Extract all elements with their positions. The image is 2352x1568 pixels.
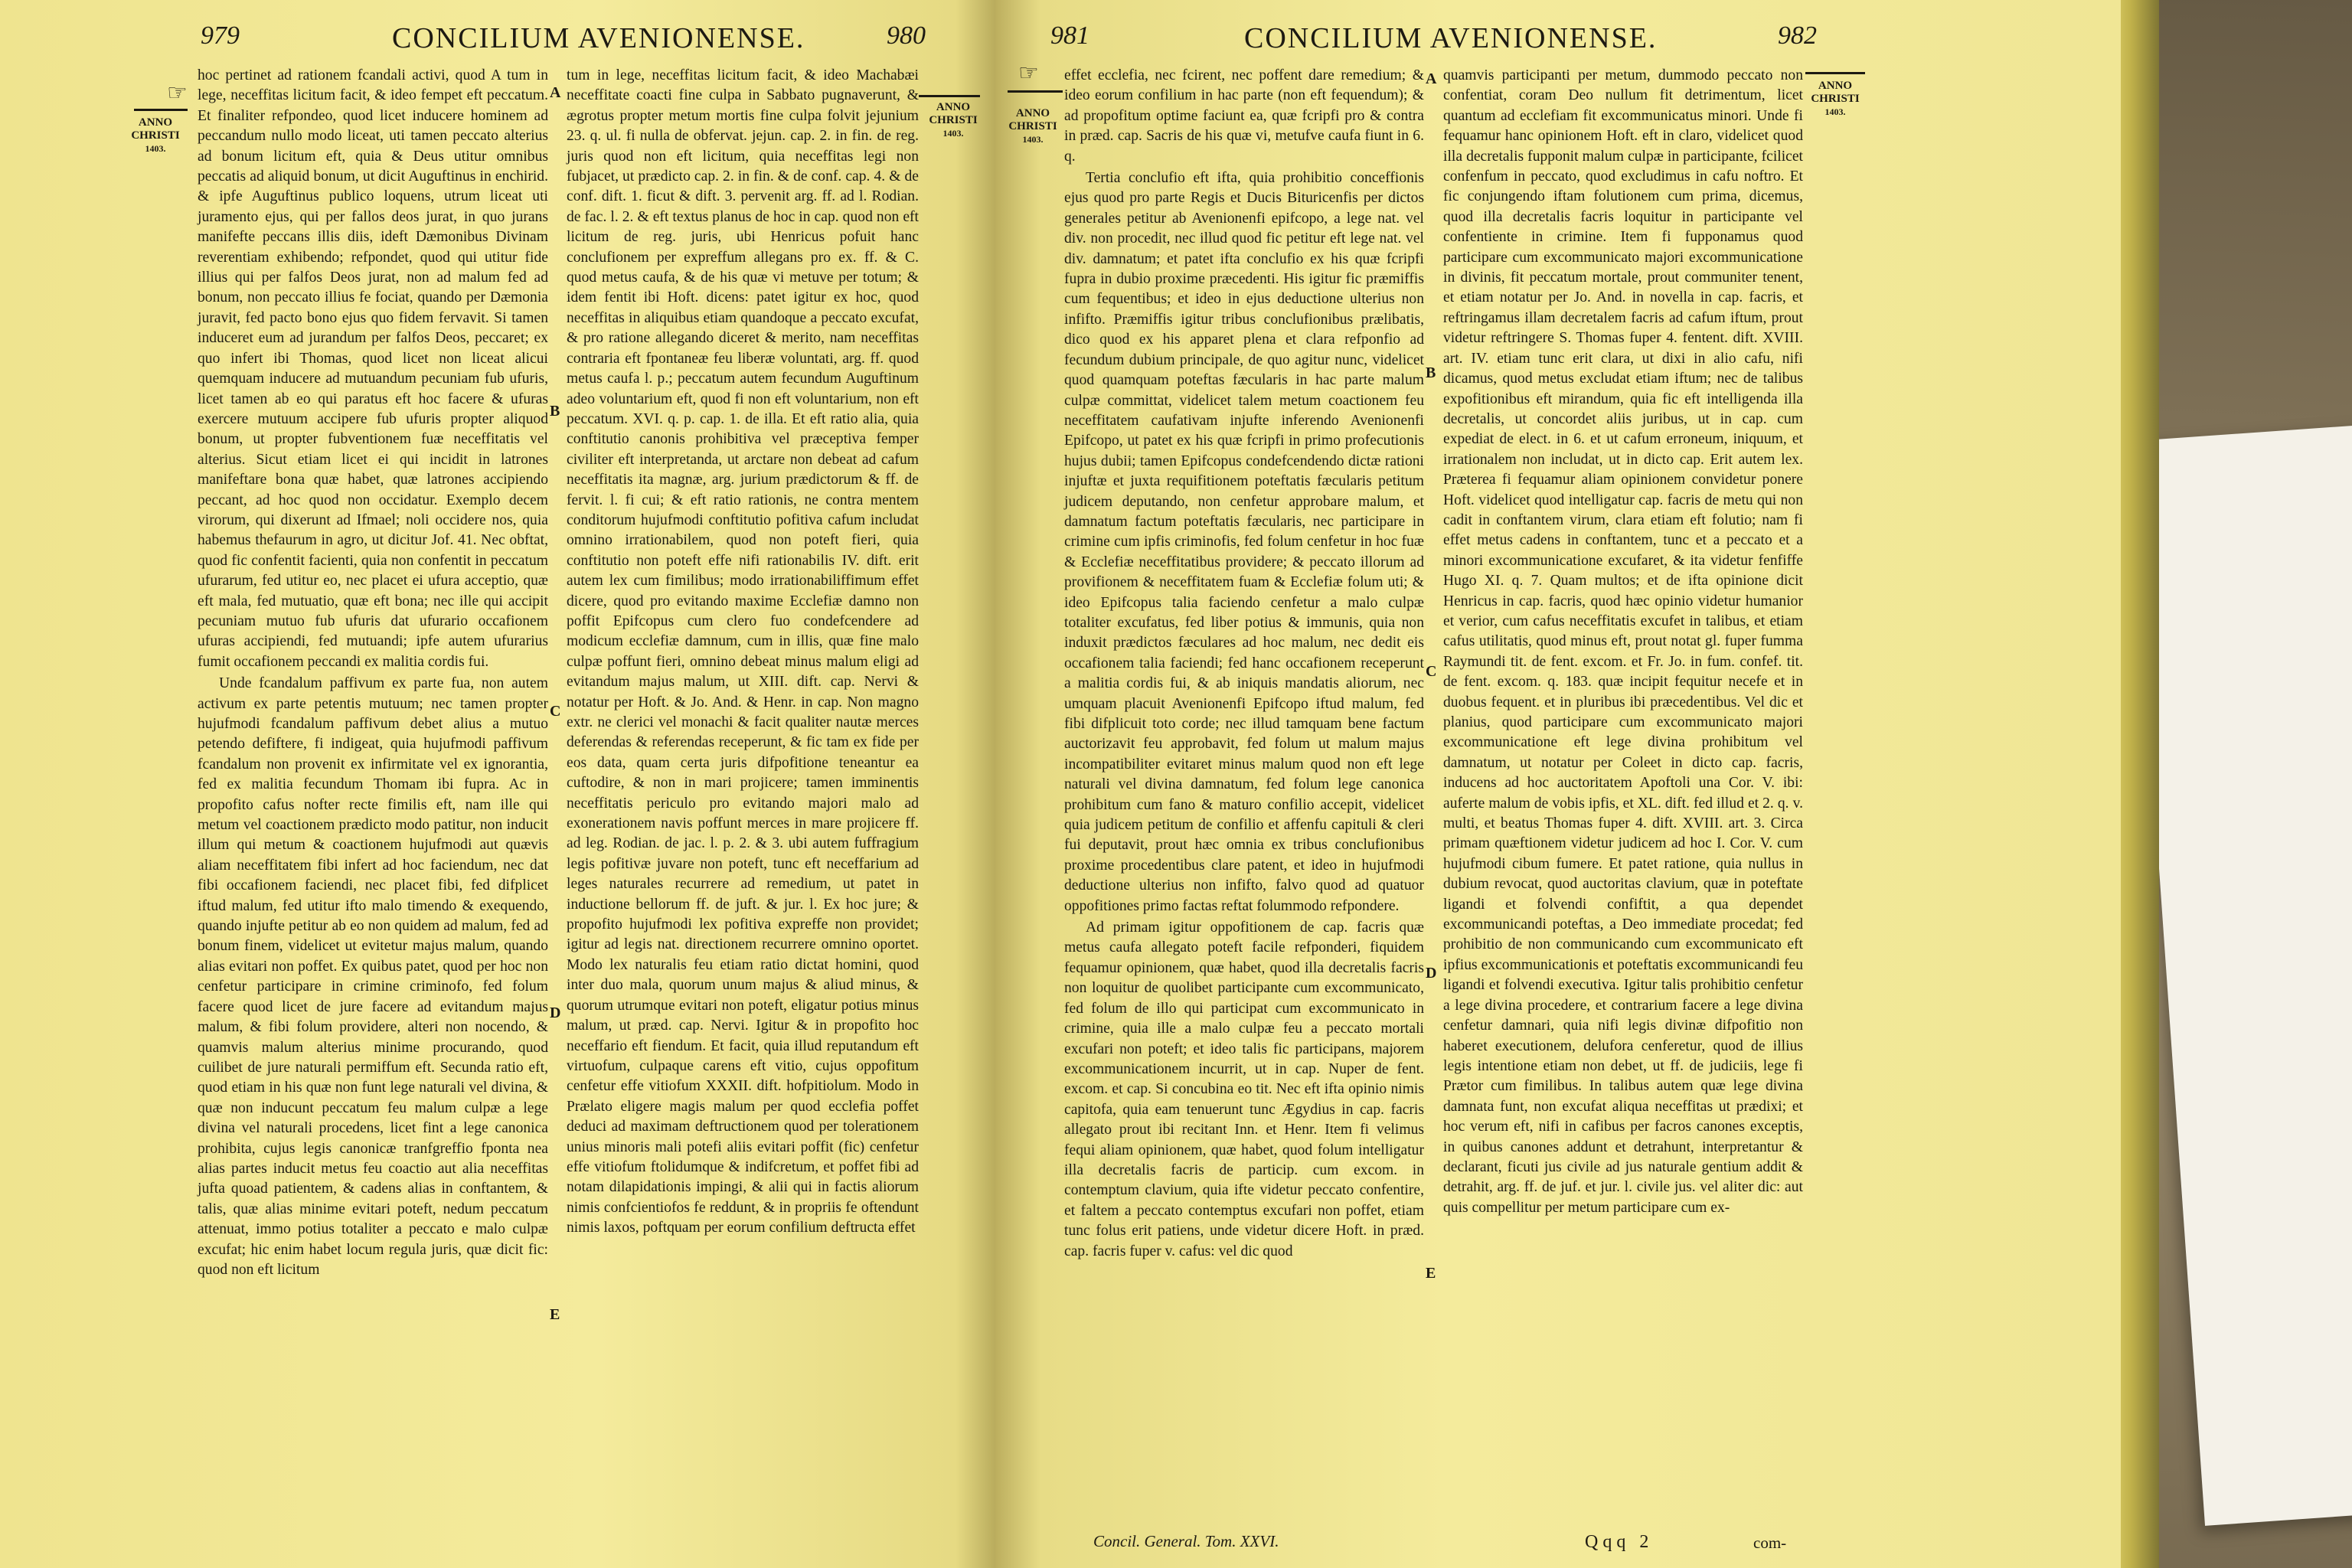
anno-label: ANNO bbox=[1818, 80, 1853, 92]
section-letter-e: E bbox=[1426, 1265, 1436, 1282]
signature-mark: Qqq 2 bbox=[1585, 1532, 1654, 1552]
section-letter-a: A bbox=[1426, 70, 1437, 87]
page-number-979: 979 bbox=[201, 21, 240, 50]
page-number-980: 980 bbox=[887, 21, 926, 50]
margin-anno-christi bbox=[129, 116, 182, 155]
manicule-icon: ☞ bbox=[167, 80, 188, 106]
paragraph: Unde fcandalum paffivum ex parte fua, non autem activum ex parte petentis mutuum; nec tamen propter hujufmodi fcandalum paffivum debet alius a mutuo petendo defiftere, fi indigeat, quia hujufmodi paffivum fcandalum non provenit ex infirmitate vel ex ignorantia, fed ex malitia fecundum Thomam ibi fupra. Ac in propofito cafus nofter recte fimilis eft, nam ille qui metum vel coactionem prædicto modo patitur, non inducit illum qui metum & coactionem hujufmodi aut quævis aliam neceffitatem fibi infert ad hoc faciendum, nec dat fibi occafionem faciendi, nec placet fibi, fed difplicet iftud malum, fed utitur ifto malo timendo & exequendo, quando injufte petitur ab eo non quidem ad malum, fed ad bonum finem, videlicet ut evitetur majus malum, quando alias evitari non poffet. Ex quibus patet, quod per hoc non cenfetur participare in crimine criminofo, fed folum facere quod licet de jure facere ad evitandum majus malum, & fibi folum providere, alteri non nocendo, & quamvis malum alterius minime procurando, quod cuilibet de jure naturali permiffum eft. Secunda ratio eft, quod etiam in his quæ non funt lege naturali vel divina, & quæ non inducunt peccatum feu malum culpæ a lege divina vel naturali procedens, licet fint a lege canonica prohibita, cujus legis canonicæ tranfgreffio fponta nea alias partes inducit metus feu coactio aut alia neceffitas jufta quoad patientem, & cadens alias in conftantem, & talis, quæ alias minime evitari poteft, nedum peccatum attenuat, immo potius totaliter a peccato e malo culpæ excufat; hic enim habet locum regula juris, quæ dicit fic: quod non eft licitum bbox=[198, 675, 548, 1278]
running-title: CONCILIUM AVENIONENSE. bbox=[1244, 22, 1658, 54]
left-page-column-2 bbox=[567, 66, 919, 1513]
page-number-982: 982 bbox=[1778, 21, 1817, 50]
margin-rule bbox=[1008, 90, 1063, 93]
paragraph: hoc pertinet ad rationem fcandali activi, quod A tum in lege, neceffitas licitum facit, & ideo fempet eft peccatum. Et finaliter refpondeo, quod licet inducere hominem ad peccandum nullo modo liceat, uti tamen peccato alterius ad bonum licitum eft, quia & Deus utitur omnibus peccatis ad aliquid bonum, ut dicit Auguftinus in enchirid. & ipfe Auguftinus publico loquens, utrum liceat uti juramento ejus, qui per fallos deos jurat, in quo jurans manifefte peccans illis diis, ideft Dæmonibus Divinam reverentiam exhibendo; refpondet, quod qui utitur fide illius qui per falfos Deos jurat, non ad malum fed ad bonum, non peccato illius fe fociat, quando per Dæmonia juravit, fed pacto bono ejus quo fidem fervavit. Si tamen induceret eum ad jurandum per falfos Deos, peccaret; ex quo infert ibi Thomas, quod licet non liceat alicui quemquam inducere ad mutuandum pecuniam fub ufuris, licet tamen ab eo qui paratus eft hoc facere & ufuras exercere mutuum accipere fub ufuris propter aliquod bonum, ut propter fubventionem fuæ neceffitatis vel alterius. Sicut etiam licet ei qui incidit in latrones manifeftare bona quæ habet, quæ latrones accipiendo peccant, ad hoc quod non occidatur. Exemplo decem virorum, qui dixerunt ad Ifmael; noli occidere nos, quia habemus thefaurum in agro, ut dicitur Jof. 41. Nec obftat, quod fic confentit facienti, quia non confentit in peccatum ufurarum, fed utitur eo, nec placet ei ufura acceptio, quæ eft mala, fed mutuatio, quæ eft bona; nec ille qui accipit pecuniam mutuo fub ufuris dat ufurario occafionem ufuras accipiendi, fed mutuandi; ipfe autem ufurarius fumit occafionem peccandi ex malitia cordis fui. bbox=[198, 67, 548, 670]
page-number-981: 981 bbox=[1050, 21, 1089, 50]
section-letter-c: C bbox=[1426, 663, 1437, 680]
anno-label: ANNO bbox=[936, 101, 971, 113]
anno-year: 1403. bbox=[1022, 134, 1044, 145]
paragraph: Tertia conclufio eft ifta, quia prohibitio conceffionis ejus quod pro parte Regis et Ducis Bituricenfis per dictos generales petitur ab Avenionenfi epifcopo, a lege nat. vel div. non procedit, nec illud quod fic petitur eft lege nat. vel div. damnatum; et patet ifta conclufio ex his quæ fcripfi fupra in dubio proxime præcedenti. His igitur fic præmiffis cum fequentibus; et ideo in ejus deductione ulterius non infifto. Præmiffis igitur tribus conclufionibus prælibatis, dico quod ex his apparet plena et clara refponfio ad fecundum dubium principale, de quo agitur nunc, videlicet quod quamquam poteftas fæcularis in hac parte malum culpæ committat, videlicet talem metum coactionem feu neceffitatem caufativam injufte inferendo Avenionenfi Epifcopo, ut patet ex his quæ fcripfi in primo profecutionis hujus dubii; tamen Epifcopus condefcendendo dictæ rationi injuftæ et juxta requifitionem poteftatis fæcularis petitum judicem deputando, non cenfetur approbare malum, et damnatum factum poteftatis fæcularis, nec participare in crimine cum ipfis criminofis, fed folum cenfetur in hoc fuæ & Ecclefiæ neceffitatibus providere; & peccato illorum ad provifionem & neceffitatem fuam & Ecclefiæ folum uti; & ideo Epifcopus talia faciendo cenfetur a malo culpæ totaliter excufatus, fed liber potius & immunis, quia non induxit prædictos fæculares ad hoc malum, nec dedit eis occafionem talia faciendi; fed hanc occafionem receperunt a malitia cordis fui, & ab iniquis mandatis aliorum, nec umquam placuit Avenionenfi Epifcopo iftud malum, fed fibi difplicuit toto corde; nec illud tamquam bene factum auctorizavit feu approbavit, fed folum ut malum majus incompatibiliter evitaret minus malum quod non eft lege naturali vel divina damnatum, fed folum lege canonica prohibitum cum fano & maturo confilio accepit, videlicet quia judicem petitum de confilio et affenfu capituli & cleri fui deputavit, prout hæc omnia ex tribus conclufionibus proxime procedentibus clare patent, et ideo in hujufmodi deductione ulterius non infifto, falvo quod ad quatuor oppofitiones primo factas reftat folummodo refpondere. bbox=[1064, 170, 1424, 914]
margin-rule bbox=[1805, 72, 1865, 74]
margin-anno-christi bbox=[1006, 107, 1060, 146]
paragraph: effet ecclefia, nec fcirent, nec poffent dare remedium; & ideo eorum confilium in hac parte (non eft fequendum); & ad propofitum optime faciunt ea, quæ fcripfi pro & contra in præd. cap. Sacris de his quæ vi, metufve caufa fiunt in 6. q. bbox=[1064, 67, 1424, 165]
paragraph: tum in lege, neceffitas licitum facit, & ideo Machabæi neceffitate coacti fine culpa in Sabbato pugnaverunt, & ægrotus propter metum mortis fine culpa folvit jejunium 23. q. ul. fi nulla de obfervat. jejun. cap. 2. in fin. de reg. juris quod non eft licitum, quia neceffitas legi non fubjacet, ut prædicto cap. 2. in fin. & de conf. cap. 4. & de conf. dift. 1. ficut & dift. 3. pervenit arg. ff. ad l. Rodian. de fac. l. 2. & eft textus planus de hoc in cap. quod non eft licitum de reg. juris, ubi Henricus pofuit hanc conclufionem per expreffum allegans pro ex. ff. & C. quod metus caufa, & de his quæ vi metuve per totum; & idem fentit ibi Hoft. dicens: patet igitur ex hoc, quod neceffitas in aliquibus etiam quandoque a peccato excufat, & pro ratione allegando diceret & merito, nam neceffitas contraria eft fpontaneæ feu liberæ voluntati, arg. ff. quod metus caufa l. p.; peccatum autem fecundum Auguftinum adeo voluntarium eft, quod fi non eft voluntarium, non eft peccatum. XVI. q. p. cap. 1. de illa. Et eft ratio alia, quia conftitutio canonis prohibitiva vel præceptiva femper civiliter eft interpretanda, ut arctare non debeat ad cafum neceffitatis ita magnæ, arg. jurium prædictorum & ff. de fervit. l. fi cui; & eft ratio rationis, ne contra mentem conditorum hujufmodi conftitutio pofitiva cafum includat omnino irrationabilem, quod non poteft fieri, quia conftitutio non poteft effe nifi rationabilis IV. dift. erit autem lex cum fimilibus; modo irrationabiliffimum effet dicere, quod pro evitando maxime Ecclefiæ damno non poffit Epifcopus cum clero fuo condefcendere ad modicum ecclefiæ damnum, cum in illis, quæ fine malo culpæ poffunt fieri, omnino debeat minus malum eligi ad evitandum majus malum, ut XIII. dift. cap. Nervi & notatur per Hoft. & Jo. And. & Henr. in cap. Non magno extr. ne clerici vel monachi & facit qualiter nautæ merces deferendas & referendas receperunt, & fic tam ex fide per eos data, quam certa juris difpofitione teneantur ea cuftodire, & non in mari projicere; tamen imminentis neceffitatis periculo pro evitando majori malo ad exonerationem navis poffunt merces in mare projicere ff. ad leg. Rodian. de jac. l. p. 2. & 3. ubi autem fuffragium legis pofitivæ juvare non poteft, tunc eft neceffarium ad leges naturales recurrere ad remedium, ut patet in inductione bellorum ff. de juft. & jur. l. Ex hoc jure; & propofito hujufmodi lex pofitiva expreffe non providet; igitur ad legis nat. directionem recurrere omnino oportet. Modo lex naturalis feu etiam ratio dictat homini, quod inter duo mala, quorum unum majus & aliud minus, & quorum utrumque evitari non poteft, eligatur potius minus malum, ut præd. cap. Nervi. Igitur & in propofito hoc neceffario eft fiendum. Et facit, quia illud reputandum eft virtuofum, culpaque carens eft vitio, cujus oppofitum cenfetur effe vitiofum XXXII. dift. hofpitiolum. Modo in Prælato eligere magis malum per quod ecclefia poffet deduci ad maximam deftructionem quod per tolerationem unius minoris mali potefi aliis evitari poffit (fic) cenfetur effe vitiofum ftolidumque & indifcretum, et poffet fibi ad notam dilapidationis impingi, & alii qui in factis aliorum nimis confcientiofos fe reddunt, & in propriis fe oftendunt nimis laxos, poftquam per eorum confilium deftructa effet bbox=[567, 67, 919, 1236]
section-letter-b: B bbox=[550, 403, 560, 420]
christi-label: CHRISTI bbox=[131, 129, 180, 142]
christi-label: CHRISTI bbox=[1811, 93, 1860, 105]
anno-label: ANNO bbox=[1015, 107, 1050, 119]
margin-rule bbox=[919, 95, 980, 97]
christi-label: CHRISTI bbox=[929, 114, 978, 126]
margin-rule bbox=[134, 109, 188, 111]
left-page bbox=[0, 0, 995, 1568]
margin-anno-christi-right bbox=[926, 101, 980, 140]
anno-year: 1403. bbox=[145, 143, 166, 154]
paragraph: quamvis participanti per metum, dummodo peccato non confentiat, coram Deo nullum fit detrimentum, licet quantum ad ecclefiam fit excommunicatus minori. Unde fi fequamur hanc opinionem Hoft. eft in claro, videlicet quod illa decretalis fupponit malum culpæ in participante, fcilicet confenfum in peccato, quod excludimus in cafu noftro. Et fic conjungendo iftam folutionem cum prima, dicemus, quod illa decretalis facris loquitur in participante vel confentiente in crimine. Item fi fupponamus quod participare cum excommunicato majori excommunicatione in divinis, fit peccatum mortale, prout communiter tenent, et etiam notatur per Jo. And. in novella in cap. facris, et reftringamus illam decretalem facris ad cafum iftum, prout videtur reftringere S. Thomas fuper 4. fentent. dift. XVIII. art. IV. etiam tunc erit clara, ut dixi in alio cafu, nifi dicamus, quod metus excludat etiam iftum; nec de talibus expofitionibus eft mirandum, quia fic eft intelligenda illa decretalis, ut concordet aliis juribus, ut in cap. cum expediat de elect. in 6. et ut cafum erroneum, iniquum, et irrationalem non includat, ut in dicto cap. Erit autem lex. Præterea fi fequamur aliam opinionem convidetur ponere Hoft. videlicet quod intelligatur cap. facris de metu qui non cadit in conftantem virum, clara etiam eft folutio; nam fi effet metus cadens in conftantem, tunc et a peccato et a minori excommunicatione excufaret, & ita videtur fenfiffe Hugo XI. q. 7. Quam multos; et de ifta opinione dicit Henricus in cap. facris, quod hæc opinio videtur humanior et verior, cum cafus neceffitatis excufet in talibus, et etiam cafus utilitatis, quod minus eft, prout notat gl. fuper fumma Raymundi tit. de fent. excom. et Fr. Jo. in fum. confef. tit. de fent. excom. q. 183. quæ incipit fequitur necefe et in duobus fequent. et in pluribus ibi præcedentibus. Vel dic et planius, quod participare cum excommunicato majori excommunicatione eft lege divina prohibitum vel damnatum, ut notatur per Coleet in dicto cap. facris, inducens ad hoc auctoritatem Apoftoli una Cor. V. ibi: auferte malum de vobis ipfis, et XL. dift. fed illud et 2. q. v. multi, et beatus Thomas fuper 4. dift. XVIII. art. 3. Circa primam quæftionem videtur judicem ad hoc I. Cor. V. cum hujufmodi cibum fumere. Et patet ratione, quia nullus in dubium revocat, quod auctoritas clavium, quæ in poteftate ligandi et folvendi confiftit, a qua dependet excommunicandi poteftas, a Deo immediate procedat; fed prohibitio de non communicando cum excommunicato eft ipfius excommunicationis et poteftatis excommunicandi feu ligandi et folvendi executiva. Igitur talis prohibitio cenfetur a lege divina procedere, et contrarium facere a lege divina cenfetur damnari, quia nifi legis divinæ difpofitio non haberet executionem, delufora cenferetur, quod de illius legis intentione etiam non debet, ut ff. de judiciis, lege fi Prætor cum fimilibus. In talibus autem quæ lege divina damnata funt, non excufat aliqua neceffitas ut prædixi; et hoc verum eft, nifi in cafibus per facros canones exceptis, in quibus canones addunt et detrahunt, interpretantur & declarant, ficuti jus civile ad jus naturale gentium addit & detrahit, arg. ff. de juf. et jur. l. civile jus. vel aliter dic: aut quis compellitur per metum participare cum ex- bbox=[1443, 67, 1803, 1216]
paragraph: Ad primam igitur oppofitionem de cap. facris quæ metus caufa allegato poteft facile refponderi, fiquidem fequamur opinionem, quæ habet, quod illa decretalis facris non loquitur de quolibet participante cum excommunicato, fed folum de illo qui participat cum excommunicato in crimine, quia ille a malo culpæ feu a peccato mortali excufari non poteft; et ideo talis fic participans, majorem excommunicationem incurrit, ut in cap. Nuper de fent. excom. et cap. Si concubina eo tit. Nec eft ifta opinio nimis capitofa, quia eam tenuerunt tunc Ægydius in cap. facris allegato prout ibi recitant Inn. et Henr. Item fi velimus fequi aliam opinionem, quæ habet, quod folum intelligatur illa decretalis facris de particip. cum excom. in contemptum clavium, quia ifte videtur peccato confentire, et faltem a peccato contemptus excufari non poffet, etiam tunc folus erit patiens, unde videtur dicere Hoft. in præd. cap. facris fuper v. cafus: vel dic quod bbox=[1064, 920, 1424, 1259]
footer-collection-title: Concil. General. Tom. XXVI. bbox=[1093, 1532, 1279, 1550]
running-title: CONCILIUM AVENIONENSE. bbox=[392, 22, 805, 54]
anno-year: 1403. bbox=[942, 128, 964, 139]
section-letter-e: E bbox=[550, 1306, 560, 1323]
section-letter-a: A bbox=[550, 84, 561, 101]
section-letter-c: C bbox=[550, 703, 561, 720]
section-letter-d: D bbox=[1426, 965, 1437, 982]
margin-anno-christi-right bbox=[1808, 80, 1862, 119]
anno-label: ANNO bbox=[138, 116, 173, 129]
right-page bbox=[995, 0, 2121, 1568]
right-page-column-2 bbox=[1443, 66, 1803, 1482]
left-page-column-1 bbox=[198, 66, 548, 1513]
catchword: com- bbox=[1753, 1534, 1787, 1552]
anno-year: 1403. bbox=[1824, 106, 1846, 117]
section-letter-d: D bbox=[550, 1004, 561, 1021]
manicule-icon: ☞ bbox=[1018, 60, 1039, 86]
christi-label: CHRISTI bbox=[1008, 120, 1057, 132]
section-letter-b: B bbox=[1426, 364, 1436, 381]
right-page-column-1 bbox=[1064, 66, 1424, 1482]
